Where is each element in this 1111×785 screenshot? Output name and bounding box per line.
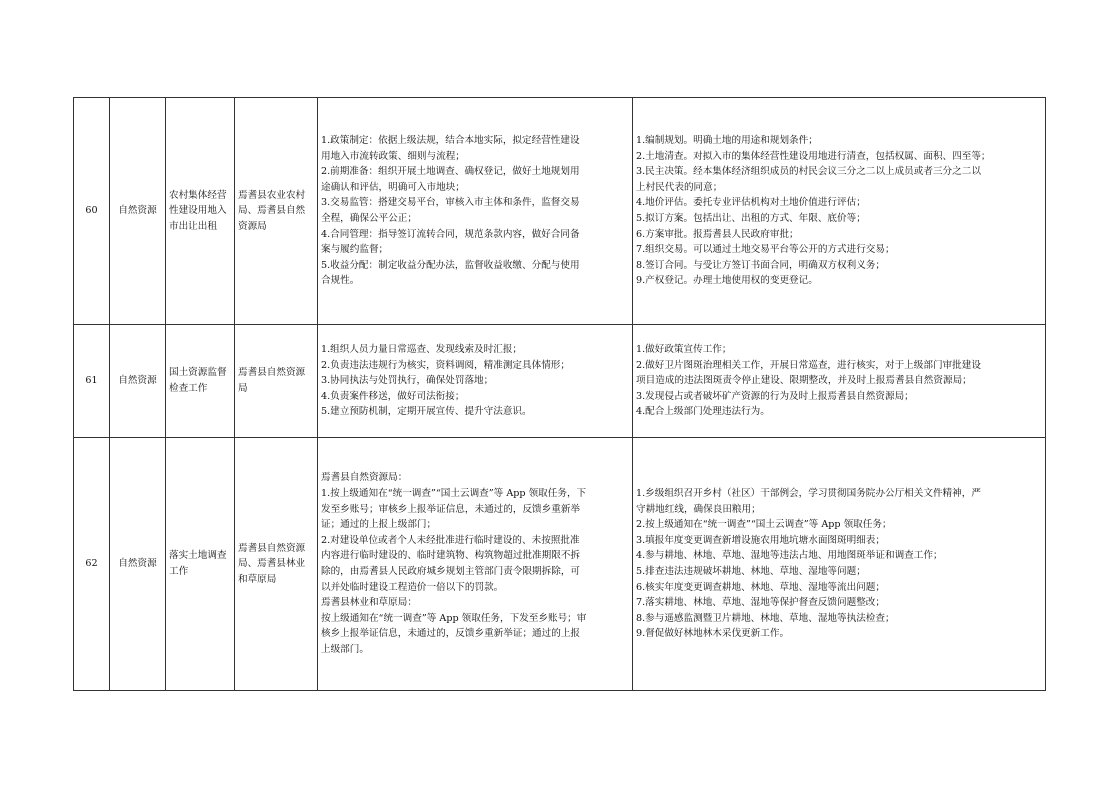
duty-line: 案与履约监督； [321, 244, 389, 256]
duty-line: 9.产权登记。办理土地使用权的变更登记。 [636, 275, 818, 287]
duty-line: 2.土地清查。对拟入市的集体经营性建设用地进行清查，包括权属、面积、四至等； [636, 150, 991, 162]
duty-line: 4.负责案件移送，做好司法衔接； [321, 390, 465, 402]
duty-line: 以并处临时建设工程造价一倍以下的罚款。 [321, 581, 504, 593]
duty-line: 4.配合上级部门处理违法行为。 [636, 406, 770, 418]
duty-line: 焉耆县林业和草原局： [321, 597, 417, 609]
duty-line: 用地入市流转政策、细则与流程； [321, 150, 465, 162]
item-name-cell: 落实土地调查工作 [166, 438, 235, 691]
county-duties-cell [318, 325, 633, 438]
department-cell: 焉耆县自然资源局 [235, 325, 318, 438]
duty-line: 1.组织人员力量日常巡查、发现线索及时汇报； [321, 344, 523, 356]
row-number: 61 [74, 325, 110, 438]
duty-line: 3.交易监管：搭建交易平台，审核入市主体和条件，监督交易 [321, 197, 580, 209]
duty-line: 3.填报年度变更调查新增设施农用地坑塘水面图斑明细表； [636, 534, 885, 546]
item-name-cell: 国土资源监督检查工作 [166, 325, 235, 438]
duty-line: 3.民主决策。经本集体经济组织成员的村民会议三分之二以上成员或者三分之二以 [636, 166, 981, 178]
duty-line: 内容进行临时建设的、临时建筑物、构筑物超过批准期限不拆 [321, 550, 581, 562]
county-duties-cell [318, 438, 633, 691]
duty-line: 3.发现侵占或者破坏矿产资源的行为及时上报焉耆县自然资源局； [636, 390, 914, 402]
duty-line: 4.合同管理：指导签订流转合同，规范条款内容，做好合同备 [321, 228, 580, 240]
duty-line: 2.按上级通知在“统一调查”“国土云调查”等 App 领取任务； [636, 519, 892, 531]
duty-line: 1.编制规划。明确土地的用途和规划条件； [636, 135, 818, 147]
duty-line: 1.按上级通知在“统一调查”“国土云调查”等 App 领取任务，下 [321, 488, 587, 500]
domain-cell: 自然资源 [110, 325, 166, 438]
table-row [74, 325, 1046, 438]
duty-line: 6.方案审批。报焉耆县人民政府审批； [636, 228, 799, 240]
department-cell: 焉耆县自然资源局、焉耆县林业和草原局 [235, 438, 318, 691]
duty-line: 2.负责违法违规行为核实，资料调阅，精准测定具体情形； [321, 359, 570, 371]
duty-line: 焉耆县自然资源局： [321, 472, 408, 484]
duty-line: 2.对建设单位或者个人未经批准进行临时建设的、未按照批准 [321, 534, 580, 546]
duty-line: 6.核实年度变更调查耕地、林地、草地、湿地等流出问题； [636, 581, 885, 593]
county-duties-cell [318, 98, 633, 325]
duty-line: 守耕地红线，确保良田粮用； [636, 503, 761, 515]
duty-line: 除的，由焉耆县人民政府城乡规划主管部门责令限期拆除，可 [321, 566, 581, 577]
duty-line: 4.地价评估。委托专业评估机构对土地价值进行评估； [636, 197, 866, 209]
duty-line: 全程，确保公平公正； [321, 213, 417, 224]
duty-line: 核乡上报举证信息，未通过的，反馈乡重新举证；通过的上报 [321, 628, 581, 640]
department-cell: 焉耆县农业农村局、焉耆县自然资源局 [235, 98, 318, 325]
duty-line: 项目造成的违法图斑责令停止建设、限期整改，并及时上报焉耆县自然资源局； [636, 375, 972, 387]
row-number: 60 [74, 98, 110, 325]
duty-line: 按上级通知在“统一调查”等 App 领取任务，下发至乡账号；审 [321, 612, 587, 624]
domain-cell: 自然资源 [110, 438, 166, 691]
duty-line: 7.组织交易。可以通过土地交易平台等公开的方式进行交易； [636, 244, 895, 256]
duty-line: 8.签订合同。与受让方签订书面合同，明确双方权利义务； [636, 259, 885, 271]
township-duties-cell [633, 438, 1046, 691]
row-number: 62 [74, 438, 110, 691]
table-row [74, 98, 1046, 325]
township-duties-cell [633, 325, 1046, 438]
duty-line: 1.政策制定：依据上级法规，结合本地实际，拟定经营性建设 [321, 135, 580, 147]
duty-line: 3.协同执法与处罚执行，确保处罚落地； [321, 375, 494, 387]
duty-line: 1.做好政策宣传工作； [636, 344, 732, 356]
duty-line: 发至乡账号；审核乡上报举证信息，未通过的，反馈乡重新举 [321, 503, 581, 515]
duty-line: 9.督促做好林地林木采伐更新工作。 [636, 628, 790, 640]
table-row [74, 438, 1046, 691]
township-duties-cell [633, 98, 1046, 325]
duty-line: 1.乡级组织召开乡村（社区）干部例会，学习贯彻国务院办公厅相关文件精神，严 [636, 488, 981, 500]
duty-line: 上村民代表的同意； [636, 181, 723, 193]
duty-line: 5.建立预防机制，定期开展宣传、提升守法意识。 [321, 406, 532, 418]
duty-line: 5.拟订方案。包括出让、出租的方式、年限、底价等； [636, 213, 866, 224]
duty-line: 4.参与耕地、林地、草地、湿地等违法占地、用地图斑举证和调查工作； [636, 550, 943, 562]
duties-table [73, 97, 1046, 691]
duty-line: 8.参与遥感监测暨卫片耕地、林地、草地、湿地等执法检查； [636, 612, 895, 624]
duty-line: 证；通过的上报上级部门； [321, 519, 437, 531]
duty-line: 上级部门。 [321, 643, 369, 655]
duty-line: 2.前期准备：组织开展土地调查、确权登记，做好土地规划用 [321, 166, 580, 178]
duty-line: 2.做好卫片图斑治理相关工作，开展日常巡查，进行核实，对于上级部门审批建设 [636, 359, 981, 371]
item-name-cell: 农村集体经营性建设用地入市出让出租 [166, 98, 235, 325]
duty-line: 途确认和评估，明确可入市地块； [321, 181, 465, 193]
domain-cell: 自然资源 [110, 98, 166, 325]
duty-line: 7.落实耕地、林地、草地、湿地等保护督查反馈问题整改； [636, 597, 885, 609]
duty-line: 5.排查违法违规破坏耕地、林地、草地、湿地等问题； [636, 566, 866, 577]
duty-line: 5.收益分配：制定收益分配办法，监督收益收缴、分配与使用 [321, 259, 580, 271]
duty-line: 合规性。 [321, 275, 360, 287]
